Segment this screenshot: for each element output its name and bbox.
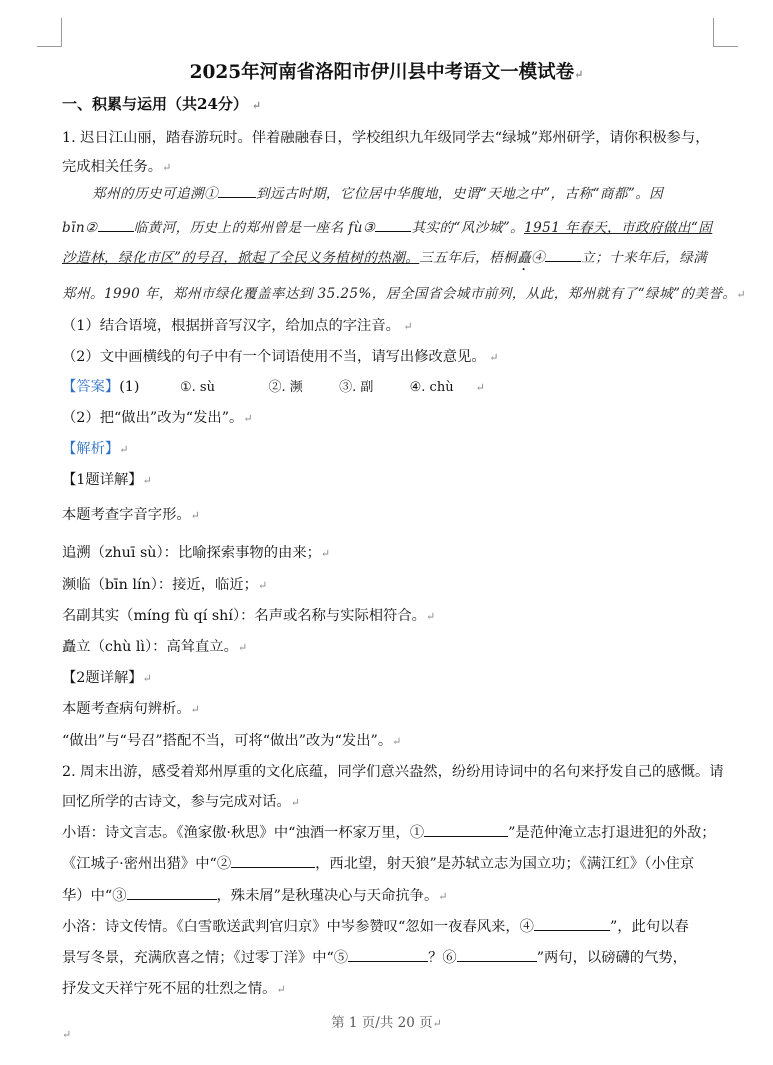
detail-1-intro: 本题考查字音字形。↵ — [62, 507, 200, 523]
detail-1-tag: 【1题详解】↵ — [62, 472, 152, 488]
answer-item: ②. 濒 — [268, 380, 303, 395]
detail-2-body: “做出”与“号召”搭配不当，可将“做出”改为“发出”。↵ — [62, 733, 402, 749]
q1-sub1: （1）结合语境，根据拼音写汉字，给加点的字注音。 ↵ — [62, 318, 413, 334]
q2-stem: 2. 周末出游，感受着郑州厚重的文化底蕴，同学们意兴盎然，纷纷用诗词中的名句来抒发自己的感慨。请 — [62, 764, 724, 780]
word-explain: 追溯（zhuī sù）：比喻探索事物的由来；↵ — [62, 545, 331, 561]
q2-line-6: 小洛：诗文传情。《白雪歌送武判官归京》中岑参赞叹“忽如一夜春风来，④ ”，此句以春 — [62, 919, 689, 935]
word-explain: 濒临（bīn lín）：接近，临近；↵ — [62, 577, 268, 593]
q2-line-5: 华）中“③ ，殊未屑”是秋瑾决心与天命抗争。↵ — [62, 888, 448, 904]
passage-line-1: 郑州的历史可追溯① 到远古时期，它位居中华腹地，史谓“天地之中”，古称“商都”。因 — [92, 186, 664, 202]
blank-10 — [457, 948, 537, 962]
blank-5 — [424, 823, 508, 837]
q1-stem: 1. 迟日江山丽，踏春游玩时。伴着融融春日，学校组织九年级同学去“绿城”郑州研学，请你积极参与， — [62, 130, 710, 146]
passage-line-4: 郑州。1990 年，郑州市绿化覆盖率达到 35.25%，居全国省会城市前列，从此，郑州就有了“绿城”的美誉。↵ — [62, 286, 746, 302]
passage-line-2: bīn② 临黄河，历史上的郑州曾是一座名 fù③ 其实的“风沙城”。1951 年春天，市政府做出“固 — [62, 220, 713, 236]
detail-2-tag: 【2题详解】↵ — [62, 670, 152, 686]
page-title: 2025年河南省洛阳市伊川县中考语文一模试卷↵ — [189, 62, 584, 83]
analysis-tag: 【解析】↵ — [62, 441, 129, 457]
answer-line: 【答案】(1) ①. sù ②. 濒 ③. 副 ④. chù ↵ — [62, 377, 727, 398]
crop-mark-top-right — [713, 18, 738, 47]
q2-line-3: 小语：诗文言志。《渔家傲·秋思》中“浊酒一杯家万里，① ”是范仲淹立志打退进犯的外敌； — [62, 825, 716, 841]
answer-item: ④. chù — [409, 380, 454, 395]
word-explain: 矗立（chù lì）：高耸直立。↵ — [62, 639, 248, 655]
word-explain: 名副其实（míng fù qí shí）：名声或名称与实际相符合。↵ — [62, 608, 436, 624]
answer-item: ①. sù — [180, 380, 215, 395]
blank-1 — [218, 184, 256, 198]
blank-2 — [98, 218, 134, 232]
crop-mark-top-left — [37, 18, 62, 47]
section-heading: 一、积累与运用（共24分） ↵ — [62, 95, 261, 113]
blank-6 — [231, 854, 315, 868]
blank-7 — [127, 886, 217, 900]
paragraph-mark: ↵ — [62, 1028, 72, 1041]
q1-stem-cont: 完成相关任务。↵ — [62, 159, 172, 175]
blank-4 — [545, 248, 581, 262]
blank-9 — [348, 948, 428, 962]
passage-line-3: 沙造林，绿化市区”的号召，掀起了全民义务植树的热潮。三五年后，梧桐矗④ 立；十来年后，绿满 — [62, 250, 708, 266]
q2-line-7: 景写冬景，充满欣喜之情；《过零丁洋》中“⑤ ？⑥ ”两句，以磅礴的气势， — [62, 950, 687, 966]
blank-3 — [375, 218, 411, 232]
page-footer: 第 1 页/共 20 页↵ — [331, 1015, 442, 1031]
q2-line-4: 《江城子·密州出猎》中“② ，西北望，射天狼”是苏轼立志为国立功；《满江红》（小住京 — [62, 856, 695, 872]
q2-stem-cont: 回忆所学的古诗文，参与完成对话。↵ — [62, 794, 300, 810]
answer-item: ③. 副 — [339, 380, 374, 395]
blank-8 — [534, 917, 610, 931]
q1-sub2: （2）文中画横线的句子中有一个词语使用不当，请写出修改意见。 ↵ — [62, 349, 499, 365]
answer-2: （2）把“做出”改为“发出”。↵ — [62, 410, 253, 426]
q2-line-8: 抒发文天祥宁死不屈的壮烈之情。↵ — [62, 981, 286, 997]
detail-2-intro: 本题考查病句辨析。↵ — [62, 701, 200, 717]
